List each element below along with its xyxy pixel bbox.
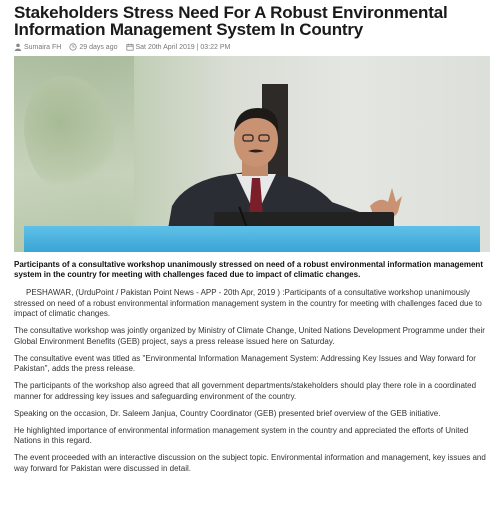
- article-photo: [14, 56, 490, 252]
- user-icon: [14, 43, 22, 51]
- paragraph: Speaking on the occasion, Dr. Saleem Janjua, Country Coordinator (GEB) presented brief overview of the GEB initiative.: [14, 408, 441, 418]
- article-body: [14, 288, 490, 474]
- article-title: [14, 4, 490, 38]
- paragraph: The event proceeded with an interactive discussion on the subject topic. Environmental information and management, key issues and way forward for Pakistan were discussed in detail.: [14, 453, 486, 473]
- title-line-2: Information Management System In Country: [14, 20, 364, 39]
- author-name: Sumaira FH: [24, 43, 62, 51]
- title-line-1: Stakeholders Stress Need For A Robust Environmental: [14, 3, 448, 22]
- paragraph: The consultative event was titled as "Environmental Information Management System: Addressing Key Issues and Way forward for Pakistan", adds the press release.: [14, 353, 476, 373]
- paragraph: The consultative workshop was jointly organized by Ministry of Climate Change, United Nations Development Programme under their Global Environment Benefits (GEB) project, says a press release issued here on Saturday.: [14, 326, 485, 346]
- paragraph: He highlighted importance of environmental information management system in the country and appreciated the efforts of United Nations in this regard.: [14, 425, 469, 445]
- article-meta: [14, 42, 490, 52]
- time-ago-text: 29 days ago: [79, 43, 118, 51]
- article-lead: Participants of a consultative workshop unanimously stressed on need of a robust environmental information management system in the country for meeting with challenges faced due to impact of climatic changes.: [14, 260, 483, 279]
- calendar-icon: [126, 43, 134, 51]
- author-link[interactable]: [14, 43, 61, 51]
- paragraph: PESHAWAR, (UrduPoint / Pakistan Point News - APP - 20th Apr, 2019 ) :Participants of a consultative workshop unanimously stressed on need of a robust environmental information management system in the country for meeting with challenges faced due to impact of climatic changes.: [14, 288, 482, 318]
- publish-date-text: Sat 20th April 2019 | 03:22 PM: [135, 43, 231, 51]
- paragraph: The participants of the workshop also agreed that all government departments/stakeholders should play there role in a coordinated manner for addressing key issues and safeguarding environment of the country.: [14, 381, 477, 401]
- publish-date: [126, 43, 231, 51]
- photo-stage: [24, 226, 480, 252]
- clock-icon: [69, 43, 77, 51]
- time-ago: [69, 43, 117, 51]
